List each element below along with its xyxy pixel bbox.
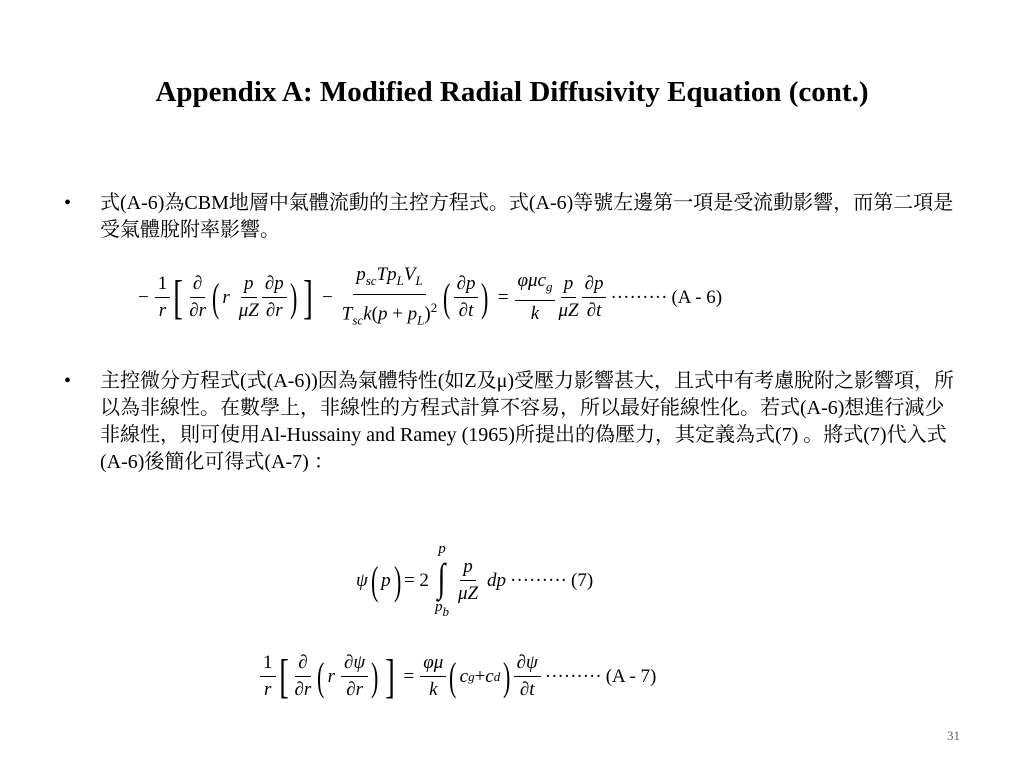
equation-label-a7: (A - 7) [605, 665, 657, 687]
dots: ········· [510, 569, 567, 591]
equation-7: ψ ( p ) = 2 p ∫ pb $\frac{p}{\mu Z}$ dp ········· (7) [356, 541, 594, 619]
bullet-dot: • [64, 192, 72, 214]
bullet-item-2 [64, 368, 964, 476]
equation-a6: − $\frac{1}{r}$ [ $\frac{\partial}{\partial r}$ ( r $\frac{p}{\mu Z}$ $\frac{\partial p}{\partial r}$ ) ] − $\frac{p_{sc}Tp_LV_L}{T_{sc}k(p + p_L)^2}$ ( $\frac{\partial p}{\partial t}$ ) = $\frac{\varphi\mu c_g}{k}$ $\frac{p}{\mu Z}$ $\frac{\partial p}{\partial t}$ ········· (A - 6) [138, 264, 723, 328]
dots: ········· [610, 286, 668, 308]
bullet-item-1 [64, 190, 964, 244]
equation-a7: $\frac{1}{r}$ [ $\frac{\partial}{\partial r}$ ( r $\frac{\partial\psi}{\partial r}$ ) ] = $\frac{\varphi\mu}{k}$ ( c g + c d ) $\frac{\partial\psi}{\partial t}$ ········· (A - 7) [260, 650, 656, 703]
dots: ········· [544, 665, 602, 687]
bullet-text-2: 主控微分方程式(式(A-6))因為氣體特性(如Z及μ)受壓力影響甚大，且式中有考慮脫附之影響項，所以為非線性。在數學上，非線性的方程式計算不容易，所以最好能線性化。若式(A-6)想進行減少非線性，則可使用Al-Hussainy and Ramey (1965)所提出的偽壓力，其定義為式(7) 。將式(7)代入式(A-6)後簡化可得式(A-7) ： [100, 370, 955, 473]
equation-label-7: (7) [571, 569, 594, 591]
bullet-text-1: 式(A-6)為CBM地層中氣體流動的主控方程式。式(A-6)等號左邊第一項是受流動影響，而第二項是受氣體脫附率影響。 [100, 192, 954, 241]
bullet-dot: • [64, 370, 72, 392]
equation-label-a6: (A - 6) [671, 286, 723, 308]
slide-title: Appendix A: Modified Radial Diffusivity Equation (cont.) [155, 76, 869, 108]
page-number: 31 [947, 728, 960, 743]
